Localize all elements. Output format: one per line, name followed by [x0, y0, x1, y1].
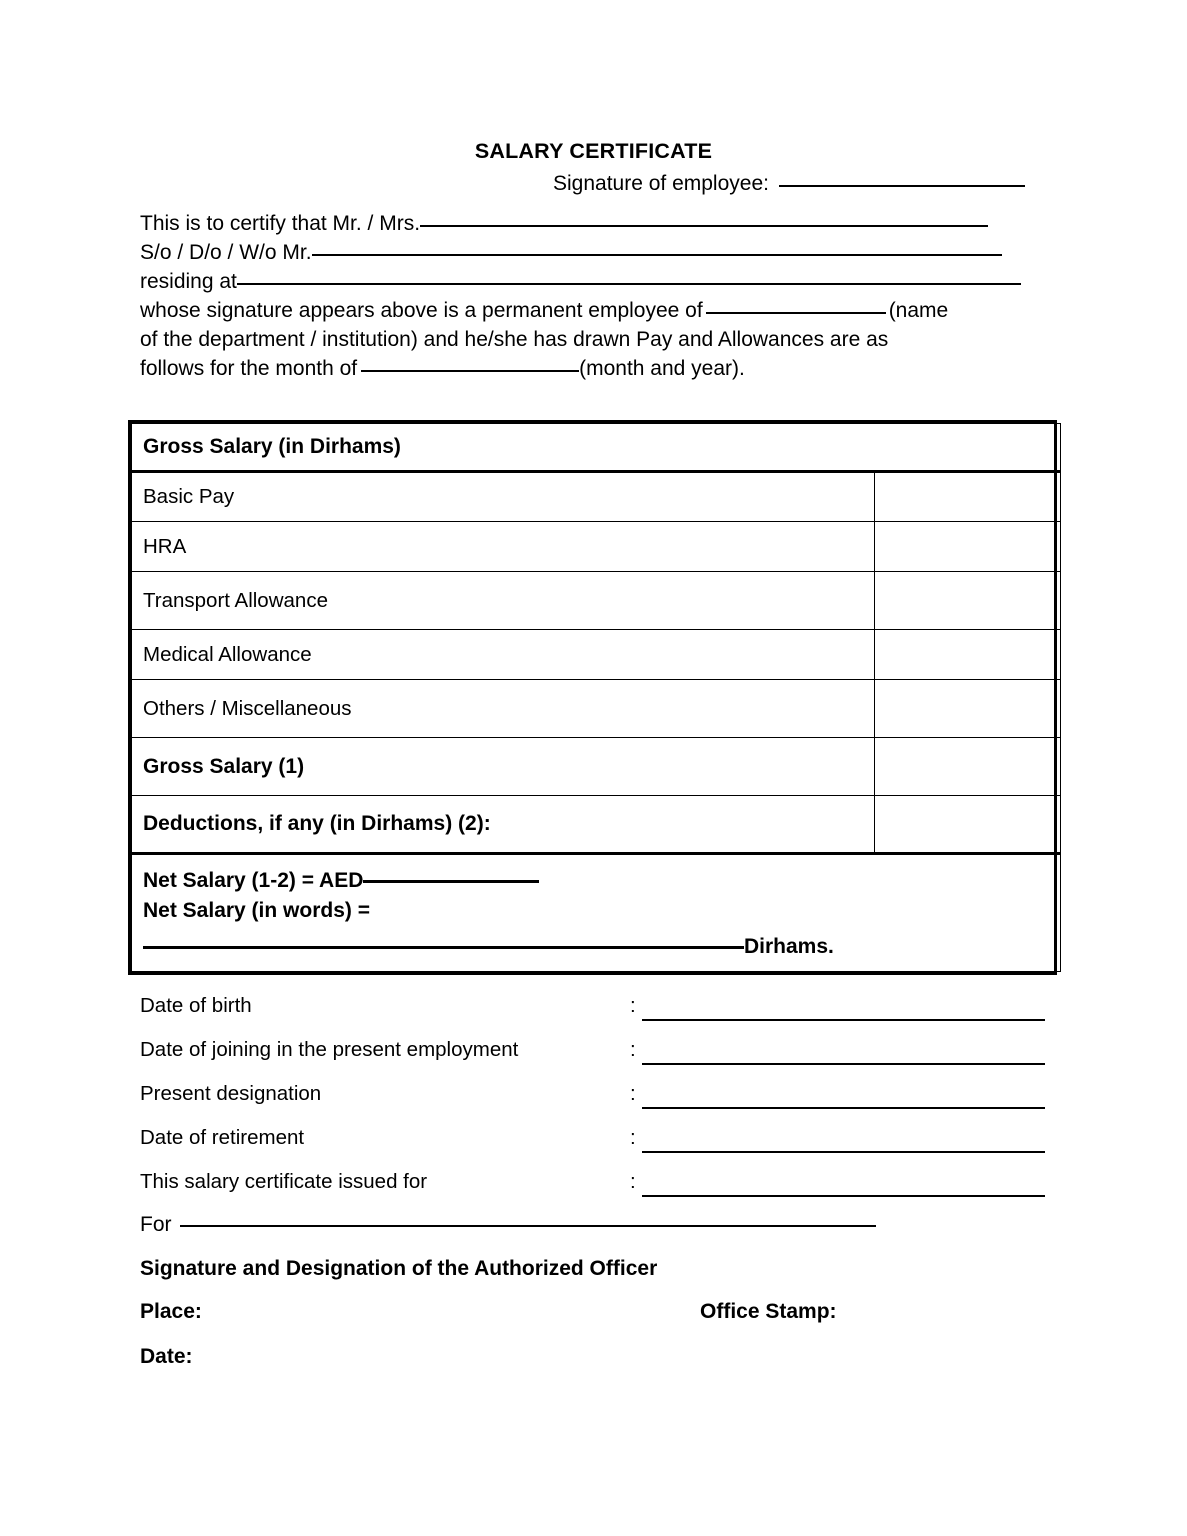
detail-blank-date-of-birth[interactable] — [642, 1019, 1045, 1021]
signature-of-employee-field — [553, 172, 1025, 196]
net-salary-words-blank[interactable] — [143, 946, 744, 949]
net-salary-words-line — [143, 896, 1060, 926]
body-name-blank[interactable] — [420, 225, 988, 227]
detail-row-present-designation — [140, 1082, 1050, 1126]
body-month-suffix: (month and year). — [579, 357, 745, 380]
body-employer-suffix: (name — [888, 299, 949, 322]
table-row — [132, 572, 1061, 630]
body-residence-blank[interactable] — [237, 283, 1021, 285]
detail-label-date-of-birth: Date of birth — [140, 994, 252, 1017]
table-row — [132, 796, 1061, 854]
employee-details-list — [140, 994, 1050, 1214]
body-department-text: of the department / institution) and he/she has drawn Pay and Allowances are as — [140, 328, 889, 351]
table-row-net-salary — [132, 854, 1061, 972]
detail-blank-date-of-retirement[interactable] — [642, 1151, 1045, 1153]
detail-label-issued-for: This salary certificate issued for — [140, 1170, 428, 1193]
row-label-medical-allowance: Medical Allowance — [132, 630, 875, 680]
certificate-body — [140, 209, 1040, 383]
table-row — [132, 738, 1061, 796]
place-label: Place: — [140, 1300, 202, 1323]
table-row — [132, 680, 1061, 738]
salary-table — [128, 420, 1057, 975]
for-blank[interactable] — [180, 1225, 876, 1227]
signature-of-employee-label: Signature of employee: — [553, 172, 769, 195]
net-salary-amount-label: Net Salary (1-2) = AED — [143, 869, 364, 892]
detail-separator: : — [630, 1126, 636, 1149]
detail-label-date-of-joining: Date of joining in the present employment — [140, 1038, 519, 1061]
row-label-hra: HRA — [132, 522, 875, 572]
detail-separator: : — [630, 1082, 636, 1105]
table-row — [132, 472, 1061, 522]
net-salary-words-blank-line — [143, 932, 1060, 962]
body-residence-label: residing at — [140, 270, 237, 293]
net-salary-amount-blank[interactable] — [363, 880, 539, 883]
detail-row-date-of-retirement — [140, 1126, 1050, 1170]
body-line-residence — [140, 267, 1040, 296]
detail-label-present-designation: Present designation — [140, 1082, 322, 1105]
net-salary-amount-line — [143, 866, 1060, 896]
body-line-relation — [140, 238, 1040, 267]
row-label-deductions: Deductions, if any (in Dirhams) (2): — [132, 796, 875, 854]
for-label: For — [140, 1213, 172, 1236]
row-label-others-miscellaneous: Others / Miscellaneous — [132, 680, 875, 738]
gross-salary-header-cell: Gross Salary (in Dirhams) — [132, 424, 1061, 472]
detail-separator: : — [630, 994, 636, 1017]
body-line-department — [140, 325, 1040, 354]
date-label: Date: — [140, 1345, 193, 1368]
row-label-basic-pay: Basic Pay — [132, 472, 875, 522]
table-row-header — [132, 424, 1061, 472]
body-employer-blank[interactable] — [706, 312, 886, 314]
row-value-medical-allowance[interactable] — [875, 630, 1061, 680]
signature-of-employee-blank[interactable] — [779, 185, 1025, 187]
detail-blank-issued-for[interactable] — [642, 1195, 1045, 1197]
body-relation-blank[interactable] — [312, 254, 1002, 256]
row-label-gross-salary-total: Gross Salary (1) — [132, 738, 875, 796]
detail-separator: : — [630, 1038, 636, 1061]
table-row — [132, 522, 1061, 572]
row-value-transport-allowance[interactable] — [875, 572, 1061, 630]
detail-blank-present-designation[interactable] — [642, 1107, 1045, 1109]
body-relation-label: S/o / D/o / W/o Mr. — [140, 241, 312, 264]
net-salary-words-label: Net Salary (in words) = — [143, 899, 370, 922]
net-salary-cell — [132, 854, 1061, 972]
body-line-employer — [140, 296, 1040, 325]
row-label-transport-allowance: Transport Allowance — [132, 572, 875, 630]
detail-row-issued-for — [140, 1170, 1050, 1214]
detail-row-date-of-joining — [140, 1038, 1050, 1082]
detail-label-date-of-retirement: Date of retirement — [140, 1126, 305, 1149]
authorized-officer-label: Signature and Designation of the Authorized Officer — [140, 1257, 658, 1280]
detail-separator: : — [630, 1170, 636, 1193]
body-month-blank[interactable] — [361, 370, 579, 372]
row-value-gross-salary-total[interactable] — [875, 738, 1061, 796]
table-row — [132, 630, 1061, 680]
row-value-deductions[interactable] — [875, 796, 1061, 854]
row-value-basic-pay[interactable] — [875, 472, 1061, 522]
row-value-hra[interactable] — [875, 522, 1061, 572]
body-line-name — [140, 209, 1040, 238]
for-field — [140, 1213, 876, 1237]
page-title-text: SALARY CERTIFICATE — [474, 139, 713, 163]
body-employer-label: whose signature appears above is a permanent employee of — [140, 299, 703, 322]
office-stamp-label: Office Stamp: — [700, 1300, 837, 1323]
page-title — [0, 139, 1187, 164]
body-name-label: This is to certify that Mr. / Mrs. — [140, 212, 421, 235]
detail-blank-date-of-joining[interactable] — [642, 1063, 1045, 1065]
body-month-label: follows for the month of — [140, 357, 358, 380]
body-line-month — [140, 354, 1040, 383]
row-value-others-miscellaneous[interactable] — [875, 680, 1061, 738]
detail-row-date-of-birth — [140, 994, 1050, 1038]
net-salary-dirhams-suffix: Dirhams. — [744, 935, 834, 958]
